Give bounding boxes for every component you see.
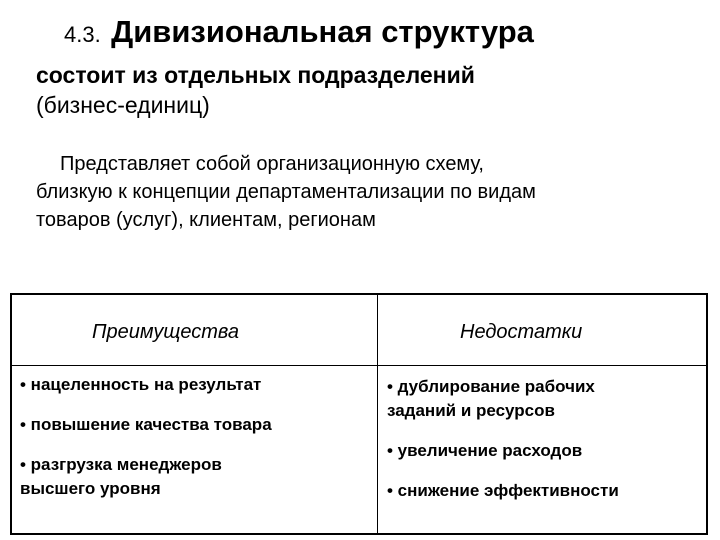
advantage-item: • разгрузка менеджеров bbox=[20, 455, 222, 474]
subtitle bbox=[36, 60, 696, 120]
page-title bbox=[64, 14, 534, 50]
subtitle-line-2: (бизнес-единиц) bbox=[36, 92, 210, 118]
advantage-item-continuation: высшего уровня bbox=[20, 479, 161, 498]
disadvantages-header: Недостатки bbox=[460, 321, 583, 343]
disadvantage-item: • увеличение расходов bbox=[387, 441, 583, 460]
disadvantage-item: • дублирование рабочих bbox=[387, 377, 595, 396]
description-line-3: товаров (услуг), клиентам, регионам bbox=[36, 209, 376, 231]
column-divider bbox=[377, 295, 378, 533]
header-divider bbox=[12, 365, 706, 366]
description-line-1: Представляет собой организационную схему, bbox=[60, 153, 484, 175]
advantage-item: • повышение качества товара bbox=[20, 415, 272, 434]
section-number: 4.3. bbox=[64, 22, 101, 47]
advantage-item: • нацеленность на результат bbox=[20, 375, 262, 394]
description bbox=[36, 150, 716, 234]
advantages-header: Преимущества bbox=[92, 321, 240, 343]
disadvantage-item-continuation: заданий и ресурсов bbox=[387, 401, 555, 420]
section-title: Дивизиональная структура bbox=[111, 14, 534, 49]
description-line-2: близкую к концепции департаментализации по видам bbox=[36, 181, 536, 203]
comparison-table bbox=[10, 293, 708, 535]
disadvantage-item: • снижение эффективности bbox=[387, 481, 619, 500]
subtitle-line-1: состоит из отдельных подразделений bbox=[36, 62, 475, 88]
